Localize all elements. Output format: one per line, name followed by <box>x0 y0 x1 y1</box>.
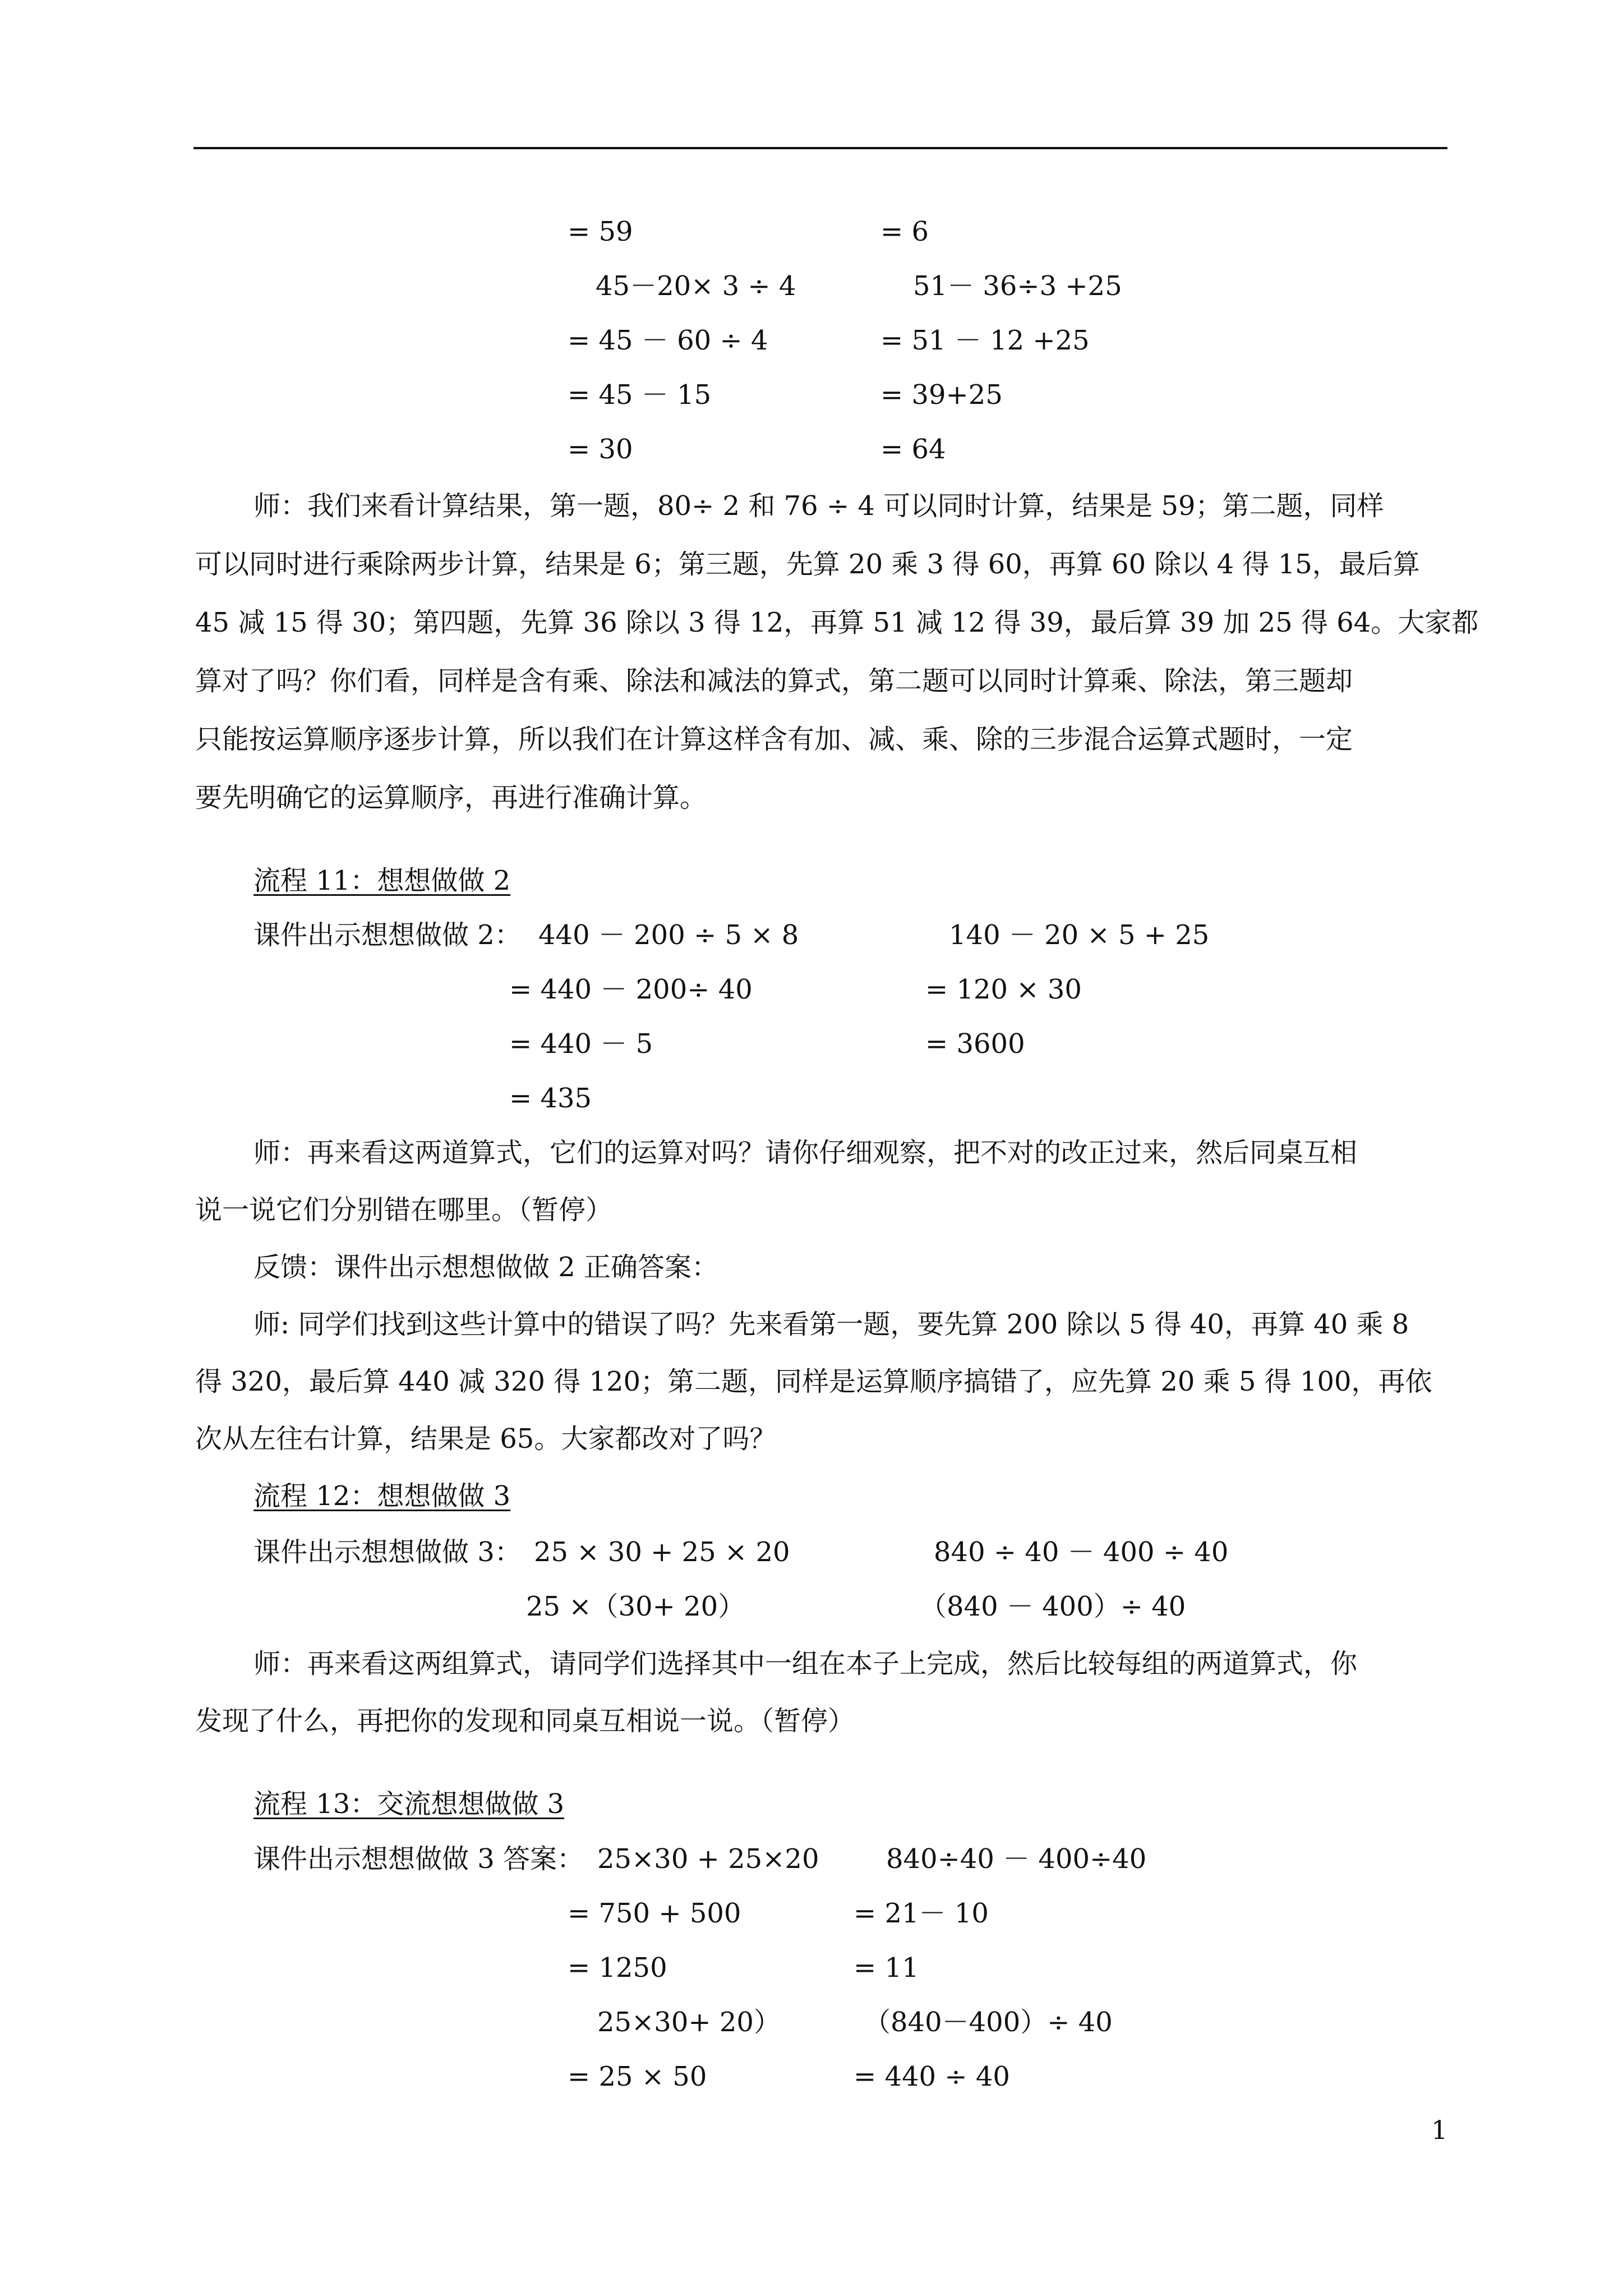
calc-line: 25 ×（30+ 20） <box>526 1591 745 1622</box>
calc-line: = 45 － 15 <box>568 379 712 411</box>
paragraph-line: 发现了什么，再把你的发现和同桌互相说一说。（暂停） <box>195 1705 855 1737</box>
section-heading: 流程 11：想想做做 2 <box>253 865 511 896</box>
calc-line: 25×30+ 20） <box>597 2007 781 2038</box>
calc-line: 440 － 200 ÷ 5 × 8 <box>538 919 799 951</box>
paragraph-line: 师：再来看这两道算式，它们的运算对吗？请你仔细观察，把不对的改正过来，然后同桌互相 <box>253 1137 1358 1168</box>
section-heading: 流程 12：想想做做 3 <box>253 1480 511 1512</box>
calc-line: 25×30 + 25×20 <box>597 1843 819 1875</box>
exercise-intro: 课件出示想想做做 2： <box>253 919 522 951</box>
calc-line: = 1250 <box>568 1952 667 1984</box>
calc-line: （840 － 400）÷ 40 <box>920 1591 1186 1622</box>
calc-line: = 440 ÷ 40 <box>854 2061 1010 2092</box>
paragraph-line: 得 320，最后算 440 减 320 得 120；第二题，同样是运算顺序搞错了，应先算 20 乘 5 得 100，再依 <box>195 1366 1432 1397</box>
calc-line: = 45 － 60 ÷ 4 <box>568 325 768 356</box>
calc-line: = 6 <box>880 216 929 247</box>
page-number: 1 <box>1431 2115 1448 2145</box>
exercise-intro: 课件出示想想做做 3 答案： <box>253 1843 584 1875</box>
calc-line: = 25 × 50 <box>568 2061 707 2092</box>
exercise-intro: 课件出示想想做做 3： <box>253 1536 522 1568</box>
calc-line: = 39+25 <box>880 379 1003 411</box>
calc-line: = 440 － 5 <box>509 1028 653 1060</box>
calc-line: 840÷40 － 400÷40 <box>886 1843 1147 1875</box>
paragraph-line: 只能按运算顺序逐步计算，所以我们在计算这样含有加、减、乘、除的三步混合运算式题时，一定 <box>195 724 1353 755</box>
calc-line: 45－20× 3 ÷ 4 <box>596 270 796 302</box>
paragraph-line: 次从左往右计算，结果是 65。大家都改对了吗？ <box>195 1423 777 1455</box>
calc-line: = 440 － 200÷ 40 <box>509 974 753 1005</box>
calc-line: （840－400）÷ 40 <box>864 2007 1113 2038</box>
paragraph-line: 45 减 15 得 30；第四题，先算 36 除以 3 得 12，再算 51 减 12 得 39，最后算 39 加 25 得 64。大家都 <box>195 607 1479 638</box>
calc-line: 140 － 20 × 5 + 25 <box>949 919 1210 951</box>
calc-line: = 435 <box>509 1083 592 1114</box>
paragraph-line: 可以同时进行乘除两步计算，结果是 6；第三题，先算 20 乘 3 得 60，再算 60 除以 4 得 15，最后算 <box>195 549 1420 580</box>
paragraph-line: 师：我们来看计算结果，第一题，80÷ 2 和 76 ÷ 4 可以同时计算，结果是 59；第二题，同样 <box>253 490 1384 522</box>
feedback-line: 反馈：课件出示想想做做 2 正确答案： <box>253 1251 719 1283</box>
paragraph-line: 说一说它们分别错在哪里。（暂停） <box>195 1194 613 1226</box>
paragraph-line: 师: 同学们找到这些计算中的错误了吗？先来看第一题，要先算 200 除以 5 得 40，再算 40 乘 8 <box>253 1309 1409 1340</box>
calc-line: = 750 + 500 <box>568 1898 741 1929</box>
calc-line: 25 × 30 + 25 × 20 <box>534 1536 790 1568</box>
paragraph-line: 算对了吗？你们看，同样是含有乘、除法和减法的算式，第二题可以同时计算乘、除法，第三题却 <box>195 665 1353 697</box>
calc-line: 840 ÷ 40 － 400 ÷ 40 <box>934 1536 1229 1568</box>
calc-line: 51－ 36÷3 +25 <box>913 270 1122 302</box>
header-rule <box>193 147 1447 149</box>
section-heading: 流程 13：交流想想做做 3 <box>253 1788 565 1820</box>
calc-line: = 59 <box>568 216 633 247</box>
calc-line: = 64 <box>880 434 946 465</box>
calc-line: = 30 <box>568 434 633 465</box>
paragraph-line: 师：再来看这两组算式，请同学们选择其中一组在本子上完成，然后比较每组的两道算式，你 <box>253 1648 1358 1680</box>
calc-line: = 120 × 30 <box>925 974 1082 1005</box>
paragraph-line: 要先明确它的运算顺序，再进行准确计算。 <box>195 782 707 813</box>
calc-line: = 51 － 12 +25 <box>880 325 1090 356</box>
calc-line: = 11 <box>854 1952 919 1984</box>
calc-line: = 3600 <box>925 1028 1025 1060</box>
calc-line: = 21－ 10 <box>854 1898 989 1929</box>
